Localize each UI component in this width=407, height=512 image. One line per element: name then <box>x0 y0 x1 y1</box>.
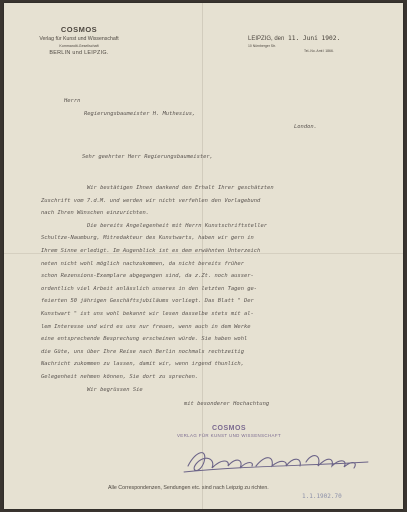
body-line: Gelegenheit nehmen können, Sie dort zu sprechen. <box>41 374 199 380</box>
body-line: die Güte, uns über Ihre Reise nach Berlin nochmals rechtzeitig <box>41 348 244 355</box>
letter-sheet <box>4 3 403 509</box>
date-line <box>248 35 340 42</box>
body-line: ordentlich viel Arbeit anlässlich unseres in den letzten Tagen ge- <box>41 285 258 292</box>
recipient-name: Regierungsbaumeister H. Muthesius, <box>84 111 196 117</box>
letterhead-right <box>248 35 340 53</box>
body-line: lem Interesse und wird es uns nur freuen, wenn auch in dem Werke <box>41 323 251 330</box>
company-address: 10 Nürnberger Str. <box>248 44 276 48</box>
archive-mark: 1.1.1902.70 <box>302 493 342 500</box>
body-line: neten nicht wohl möglich nachzukommen, da nicht bereits früher <box>41 260 244 267</box>
body-line: Wir begrüssen Sie <box>87 386 143 393</box>
company-subtitle: Verlag für Kunst und Wissenschaft <box>39 36 119 42</box>
body-line: Die bereits Angelegenheit mit Herrn Kunstschriftsteller <box>87 222 268 229</box>
body-line: nach Ihren Wünschen einzurichten. <box>41 210 150 217</box>
recipient-city: London. <box>294 124 317 130</box>
stamp-subtitle: VERLAG FÜR KUNST UND WISSENSCHAFT <box>176 433 282 438</box>
body-line: schon Rezensions-Exemplare abgegangen sind, da z.Zt. noch ausser- <box>41 273 254 280</box>
place-label: LEIPZIG, den <box>248 36 285 42</box>
letter-greeting: Sehr geehrter Herr Regierungsbaumeister, <box>82 154 213 160</box>
recipient-salutation: Herrn <box>64 98 81 104</box>
body-line: feierten 50 jährigen Geschäftsjubiläums vorliegt. Das Blatt " Der <box>41 298 254 305</box>
stamp-name: COSMOS <box>211 425 247 432</box>
letter-footer: Alle Correspondenzen, Sendungen etc. sind nach Leipzig zu richten. <box>108 485 269 491</box>
body-line: Nachricht zukommen zu lassen, damit wir, wenn irgend thunlich, <box>41 361 244 368</box>
company-legal-form: Kommandit-Gesellschaft <box>59 44 99 48</box>
letterhead-left <box>4 25 154 56</box>
body-line: Schultze-Naumburg, Mitredakteur des Kunstwarts, haben wir gern in <box>41 235 254 242</box>
company-telephone: Tel.-No. Amt I 1866. <box>304 49 334 53</box>
company-city: BERLIN und LEIPZIG. <box>49 50 109 56</box>
closing-line: mit besonderer Hochachtung <box>184 401 270 407</box>
body-line: Zuschrift vom 7.d.M. und werden wir nicht verfehlen den Vorlagebund <box>41 197 261 204</box>
body-line: Ihrem Sinne erledigt. Im Augenblick ist es dem erwähnten Unterzeich <box>41 248 261 254</box>
company-name: COSMOS <box>60 25 98 34</box>
body-line: eine entsprechende Besprechung erscheinen würde. Sie haben wohl <box>41 336 248 343</box>
body-line: Kunstwart " ist uns wohl bekannt wir lesen dasselbe stets mit al- <box>41 311 254 317</box>
letter-date: 11. Juni 1902. <box>288 35 341 42</box>
handwritten-signature <box>182 436 382 482</box>
body-line: Wir bestätigen Ihnen dankend den Erhalt Ihrer geschätzten <box>87 185 274 191</box>
